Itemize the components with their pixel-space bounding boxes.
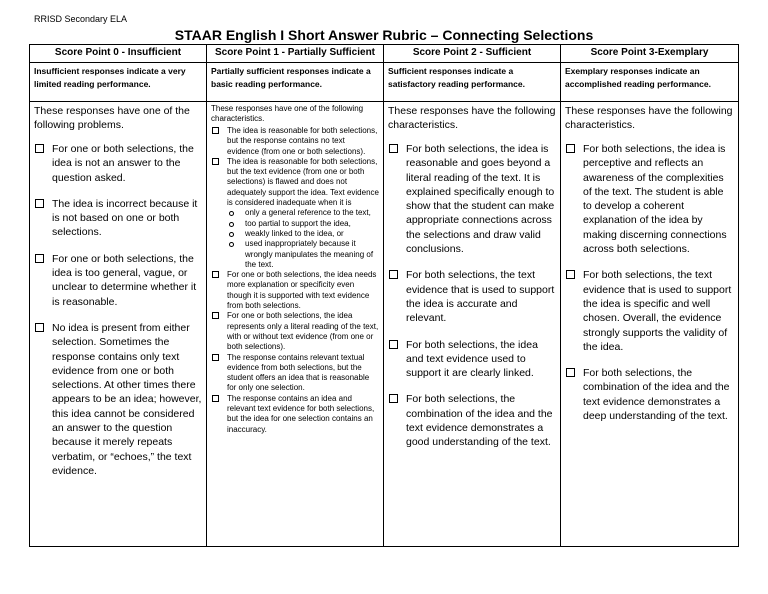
- criteria-item: [565, 366, 734, 423]
- sub-criteria-item: [227, 229, 379, 239]
- checkbox-icon: [566, 368, 575, 377]
- criteria-item: [388, 142, 556, 256]
- criteria-text: For both selections, the text evidence that is used to support the idea is specific and well chosen. Overall, the evidence strongly supports the validity of the idea.: [583, 269, 732, 353]
- sub-criteria-list: [227, 208, 379, 270]
- criteria-item: [211, 353, 379, 394]
- circle-bullet-icon: [229, 222, 234, 227]
- criteria-text: For both selections, the combination of the idea and the text evidence demonstrates a deep understanding of the text.: [583, 367, 730, 423]
- criteria-text: No idea is present from either selection. Sometimes the response contains only text evidence from one or both selections. At other times there appears to be an idea; however, this idea cannot be considered an answer to the question because it merely repeats verbatim, or “echoes,” the text evidence.: [52, 321, 202, 477]
- criteria-item: [211, 157, 379, 270]
- criteria-item: [388, 392, 556, 449]
- column-heading: Score Point 0 - Insufficient: [30, 45, 207, 63]
- criteria-item: [211, 311, 379, 352]
- sub-criteria-item: [227, 239, 379, 270]
- criteria-text: The response contains an idea and relevant text evidence for both selections, but the idea for one selection contains an inaccuracy.: [227, 393, 375, 434]
- column-summary: Insufficient responses indicate a very limited reading performance.: [30, 63, 207, 102]
- checkbox-icon: [212, 354, 219, 361]
- criteria-text: For both selections, the combination of the idea and the text evidence demonstrates a good understanding of the text.: [406, 393, 553, 449]
- checkbox-icon: [35, 323, 44, 332]
- criteria-intro: These responses have the following characteristics.: [388, 105, 556, 131]
- criteria-text: The idea is incorrect because it is not based on one or both selections.: [52, 197, 198, 239]
- checkbox-icon: [566, 144, 575, 153]
- page-title: STAAR English I Short Answer Rubric – Connecting Selections: [174, 27, 594, 43]
- checkbox-icon: [212, 395, 219, 402]
- checkbox-icon: [389, 340, 398, 349]
- criteria-item: [565, 142, 734, 256]
- criteria-item: [211, 394, 379, 435]
- criteria-item: [34, 252, 202, 309]
- criteria-item: [34, 142, 202, 185]
- sub-criteria-text: only a general reference to the text,: [245, 208, 371, 218]
- criteria-item: [388, 268, 556, 325]
- circle-bullet-icon: [229, 232, 234, 237]
- criteria-intro: These responses have one of the following characteristics.: [211, 104, 364, 123]
- criteria-cell: [207, 102, 384, 547]
- checkbox-icon: [35, 254, 44, 263]
- checkbox-icon: [212, 312, 219, 319]
- criteria-item: [34, 321, 202, 478]
- criteria-text: For both selections, the idea is perceptive and reflects an awareness of the complexities of the text. The student is able to develop a coherent explanation of the idea by making discerning connections across both selections.: [583, 143, 727, 256]
- criteria-text: For both selections, the idea is reasonable and goes beyond a literal reading of the text. It is explained specifically enough to show that the student can make appropriate connections across the selections and draw valid conclusions.: [406, 143, 555, 256]
- criteria-intro: These responses have one of the following problems.: [34, 105, 190, 131]
- criteria-cell: [30, 102, 207, 547]
- checkbox-icon: [389, 144, 398, 153]
- column-summary: Sufficient responses indicate a satisfactory reading performance.: [384, 63, 561, 102]
- criteria-item: [388, 338, 556, 381]
- column-heading: Score Point 2 - Sufficient: [384, 45, 561, 63]
- criteria-list: [34, 142, 202, 478]
- criteria-text: For one or both selections, the idea is too general, vague, or unclear to determine whether it is reasonable.: [52, 252, 197, 308]
- circle-bullet-icon: [229, 211, 234, 216]
- checkbox-icon: [212, 158, 219, 165]
- criteria-text: The idea is reasonable for both selections, but the response contains no text evidence (from one or both selections).: [227, 126, 378, 156]
- column-summary: Exemplary responses indicate an accomplished reading performance.: [561, 63, 739, 102]
- checkbox-icon: [35, 144, 44, 153]
- checkbox-icon: [389, 270, 398, 279]
- sub-criteria-text: weakly linked to the idea, or: [245, 228, 344, 238]
- column-summary: Partially sufficient responses indicate a basic reading performance.: [207, 63, 384, 102]
- sub-criteria-item: [227, 219, 379, 229]
- checkbox-icon: [389, 394, 398, 403]
- column-heading: Score Point 1 - Partially Sufficient: [207, 45, 384, 63]
- criteria-text: For one or both selections, the idea needs more explanation or specificity even though it is supported with text evidence from both selections.: [227, 270, 377, 311]
- sub-criteria-item: [227, 208, 379, 218]
- criteria-list: [211, 126, 379, 435]
- rubric-table: [29, 44, 739, 547]
- organization-label: RRISD Secondary ELA: [34, 14, 128, 24]
- checkbox-icon: [212, 271, 219, 278]
- circle-bullet-icon: [229, 242, 234, 247]
- criteria-list: [565, 142, 734, 423]
- criteria-row: [30, 102, 739, 547]
- sub-criteria-text: too partial to support the idea,: [245, 218, 351, 228]
- criteria-cell: [384, 102, 561, 547]
- criteria-text: The response contains relevant textual evidence from both selections, but the student offers an idea that is reasonable for only one selection.: [227, 352, 370, 393]
- criteria-text: For both selections, the idea and text evidence used to support it are clearly linked.: [406, 338, 538, 380]
- criteria-intro: These responses have the following characteristics.: [565, 105, 733, 131]
- criteria-text: For both selections, the text evidence that is used to support the idea is accurate and relevant.: [406, 269, 555, 325]
- criteria-list: [388, 142, 556, 450]
- criteria-item: [211, 126, 379, 157]
- heading-row: [30, 45, 739, 63]
- criteria-cell: [561, 102, 739, 547]
- criteria-text: For one or both selections, the idea represents only a literal reading of the text, with or without text evidence (from one or both selections).: [227, 311, 379, 352]
- checkbox-icon: [35, 199, 44, 208]
- criteria-item: [211, 270, 379, 311]
- summary-row: [30, 63, 739, 102]
- column-heading: Score Point 3-Exemplary: [561, 45, 739, 63]
- criteria-item: [565, 268, 734, 354]
- criteria-text: For one or both selections, the idea is not an answer to the question asked.: [52, 143, 194, 184]
- criteria-item: [34, 197, 202, 240]
- criteria-text: The idea is reasonable for both selections, but the text evidence (from one or both selections) is flawed and does not adequately support the idea. Text evidence is considered inadequate when it is: [227, 156, 379, 208]
- checkbox-icon: [566, 270, 575, 279]
- checkbox-icon: [212, 127, 219, 134]
- sub-criteria-text: used inappropriately because it wrongly manipulates the meaning of the text.: [245, 239, 374, 269]
